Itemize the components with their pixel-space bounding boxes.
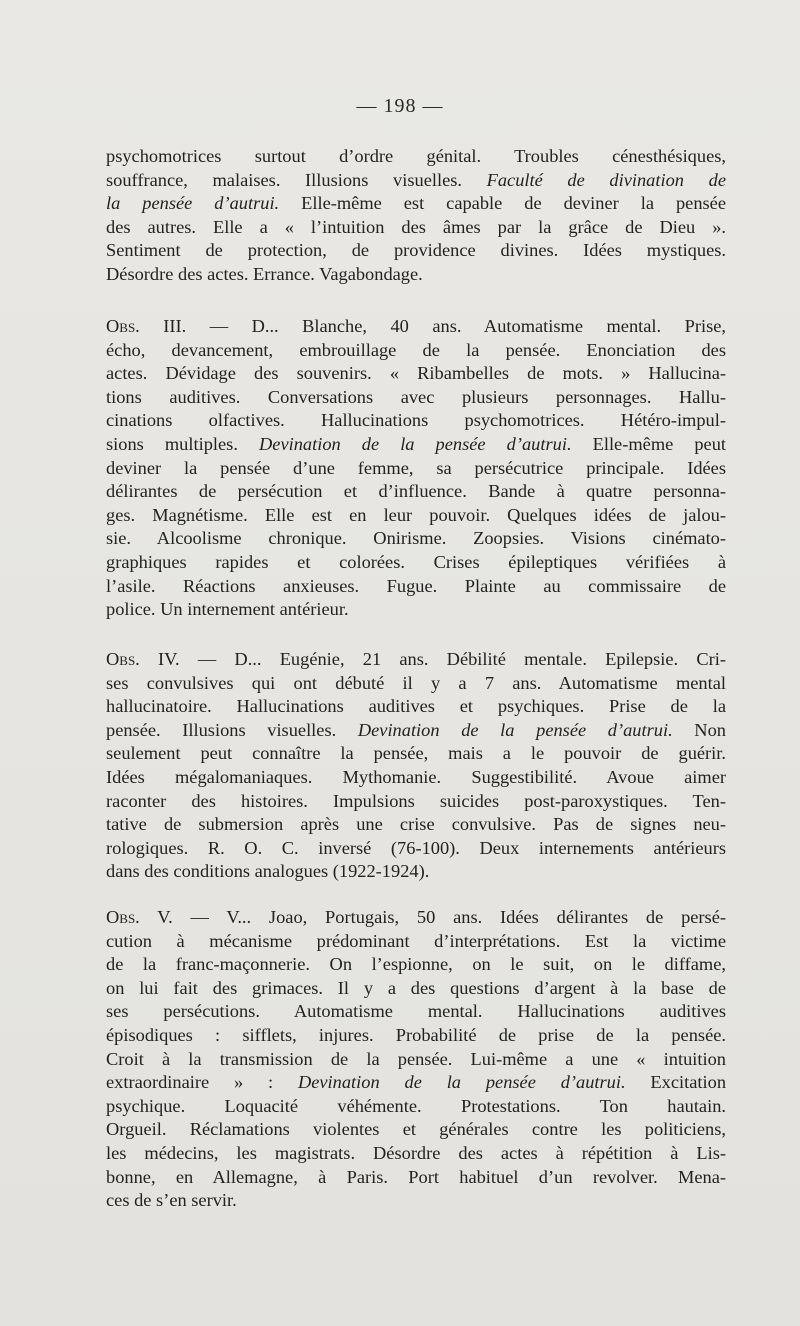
text-line bbox=[106, 1024, 726, 1048]
text-run: seulement peut connaître la pensée, mais a le pouvoir de guérir. bbox=[106, 743, 726, 764]
text-run: cinations olfactives. Hallucinations psychomotrices. Hétéro-impul- bbox=[106, 410, 726, 431]
text-line bbox=[106, 837, 726, 861]
text-line bbox=[106, 790, 726, 814]
text-run: extraordinaire » : bbox=[106, 1072, 298, 1093]
text-line bbox=[106, 362, 726, 386]
text-line bbox=[106, 1166, 726, 1190]
text-run: les médecins, les magistrats. Désordre des actes à répétition à Lis- bbox=[106, 1142, 726, 1163]
text-run: des autres. Elle a « l’intuition des âmes par la grâce de Dieu ». bbox=[106, 216, 726, 237]
text-line bbox=[106, 263, 726, 287]
text-run: raconter des histoires. Impulsions suicides post-paroxystiques. Ten- bbox=[106, 790, 726, 811]
italic-title: Faculté de divination de bbox=[486, 169, 726, 190]
text-run: l’asile. Réactions anxieuses. Fugue. Plainte au commissaire de bbox=[106, 575, 726, 596]
text-run: écho, devancement, embrouillage de la pensée. Enonciation des bbox=[106, 339, 726, 360]
text-run: tions auditives. Conversations avec plusieurs personnages. Hallu- bbox=[106, 386, 726, 407]
observation-label: Obs. bbox=[106, 316, 140, 336]
text-line bbox=[106, 169, 726, 193]
text-line bbox=[106, 1000, 726, 1024]
text-line bbox=[106, 860, 726, 884]
text-run: rologiques. R. O. C. inversé (76-100). Deux internements antérieurs bbox=[106, 837, 726, 858]
text-line bbox=[106, 239, 726, 263]
text-line bbox=[106, 480, 726, 504]
text-run: pensée. Illusions visuelles. bbox=[106, 719, 358, 740]
text-line bbox=[106, 719, 726, 743]
text-run: Désordre des actes. Errance. Vagabondage. bbox=[106, 263, 423, 284]
text-run: délirantes de persécution et d’influence. Bande à quatre personna- bbox=[106, 481, 726, 502]
paragraph-continuation bbox=[106, 145, 726, 287]
text-line bbox=[106, 1048, 726, 1072]
text-run: de la franc-maçonnerie. On l’espionne, on le suit, on le diffame, bbox=[106, 954, 726, 975]
text-line bbox=[106, 766, 726, 790]
text-run: ses persécutions. Automatisme mental. Hallucinations auditives bbox=[106, 1001, 726, 1022]
text-line bbox=[106, 457, 726, 481]
text-line bbox=[106, 953, 726, 977]
text-run: dans des conditions analogues (1922-1924). bbox=[106, 861, 430, 882]
text-run: souffrance, malaises. Illusions visuelles. bbox=[106, 169, 487, 190]
text-run: III. — D... Blanche, 40 ans. Automatisme mental. Prise, bbox=[139, 316, 726, 336]
text-line bbox=[106, 575, 726, 599]
text-run: ses convulsives qui ont débuté il y a 7 ans. Automatisme mental bbox=[106, 672, 726, 693]
text-run: cution à mécanisme prédominant d’interprétations. Est la victime bbox=[106, 930, 726, 951]
text-run: sions multiples. bbox=[106, 433, 259, 454]
text-line bbox=[106, 672, 726, 696]
italic-title: Devination de la pensée d’autrui. bbox=[259, 433, 572, 454]
text-line bbox=[106, 315, 726, 339]
text-line bbox=[106, 145, 726, 169]
paragraph-obs-5 bbox=[106, 906, 726, 1213]
text-run: on lui fait des grimaces. Il y a des questions d’argent à la base de bbox=[106, 977, 726, 998]
text-run: ges. Magnétisme. Elle est en leur pouvoir. Quelques idées de jalou- bbox=[106, 504, 726, 525]
observation-label: Obs. bbox=[106, 907, 140, 927]
text-line bbox=[106, 527, 726, 551]
text-run: Non bbox=[672, 719, 726, 740]
text-run: bonne, en Allemagne, à Paris. Port habituel d’un revolver. Mena- bbox=[106, 1166, 726, 1187]
text-line bbox=[106, 339, 726, 363]
text-line bbox=[106, 813, 726, 837]
text-line bbox=[106, 1189, 726, 1213]
text-line bbox=[106, 598, 726, 622]
text-run: Idées mégalomaniaques. Mythomanie. Suggestibilité. Avoue aimer bbox=[106, 766, 726, 787]
text-run: IV. — D... Eugénie, 21 ans. Débilité mentale. Epilepsie. Cri- bbox=[139, 649, 726, 669]
text-line bbox=[106, 192, 726, 216]
text-run: Excitation bbox=[625, 1072, 727, 1093]
text-run: Elle-même est capable de deviner la pensée bbox=[279, 193, 726, 214]
text-line bbox=[106, 216, 726, 240]
text-run: Sentiment de protection, de providence divines. Idées mystiques. bbox=[106, 240, 726, 261]
text-line bbox=[106, 930, 726, 954]
text-run: Orgueil. Réclamations violentes et générales contre les politiciens, bbox=[106, 1119, 726, 1140]
page-number: — 198 — bbox=[356, 95, 444, 117]
text-run: Croit à la transmission de la pensée. Lui-même a une « intuition bbox=[106, 1048, 726, 1069]
text-run: psychomotrices surtout d’ordre génital. Troubles cénesthésiques, bbox=[106, 146, 726, 166]
text-line bbox=[106, 1071, 726, 1095]
italic-title: Devination de la pensée d’autrui. bbox=[297, 1072, 626, 1093]
italic-title: la pensée d’autrui. bbox=[106, 193, 280, 214]
text-run: tative de submersion après une crise convulsive. Pas de signes neu- bbox=[106, 814, 726, 835]
text-line bbox=[106, 1095, 726, 1119]
text-line bbox=[106, 742, 726, 766]
text-line bbox=[106, 551, 726, 575]
text-run: ces de s’en servir. bbox=[106, 1190, 237, 1211]
text-line bbox=[106, 433, 726, 457]
text-run: graphiques rapides et colorées. Crises épileptiques vérifiées à bbox=[106, 551, 726, 572]
text-line bbox=[106, 977, 726, 1001]
text-line bbox=[106, 1142, 726, 1166]
observation-label: Obs. bbox=[106, 649, 140, 669]
text-line bbox=[106, 906, 726, 930]
text-run: psychique. Loquacité véhémente. Protestations. Ton hautain. bbox=[106, 1095, 726, 1116]
text-line bbox=[106, 1118, 726, 1142]
paragraph-obs-3 bbox=[106, 315, 726, 622]
paragraph-obs-4 bbox=[106, 648, 726, 884]
text-run: hallucinatoire. Hallucinations auditives et psychiques. Prise de la bbox=[106, 696, 726, 717]
text-run: Elle-même peut bbox=[571, 433, 727, 454]
text-run: V. — V... Joao, Portugais, 50 ans. Idées délirantes de persé- bbox=[139, 907, 726, 927]
text-run: sie. Alcoolisme chronique. Onirisme. Zoopsies. Visions cinémato- bbox=[106, 528, 726, 549]
text-line bbox=[106, 386, 726, 410]
text-line bbox=[106, 648, 726, 672]
text-line bbox=[106, 695, 726, 719]
text-run: épisodiques : sifflets, injures. Probabilité de prise de la pensée. bbox=[106, 1024, 726, 1045]
text-run: actes. Dévidage des souvenirs. « Ribambelles de mots. » Hallucina- bbox=[106, 363, 726, 384]
italic-title: Devination de la pensée d’autrui. bbox=[357, 719, 673, 740]
text-line bbox=[106, 409, 726, 433]
text-run: police. Un internement antérieur. bbox=[106, 599, 349, 620]
text-line bbox=[106, 504, 726, 528]
text-run: deviner la pensée d’une femme, sa persécutrice principale. Idées bbox=[106, 457, 726, 478]
